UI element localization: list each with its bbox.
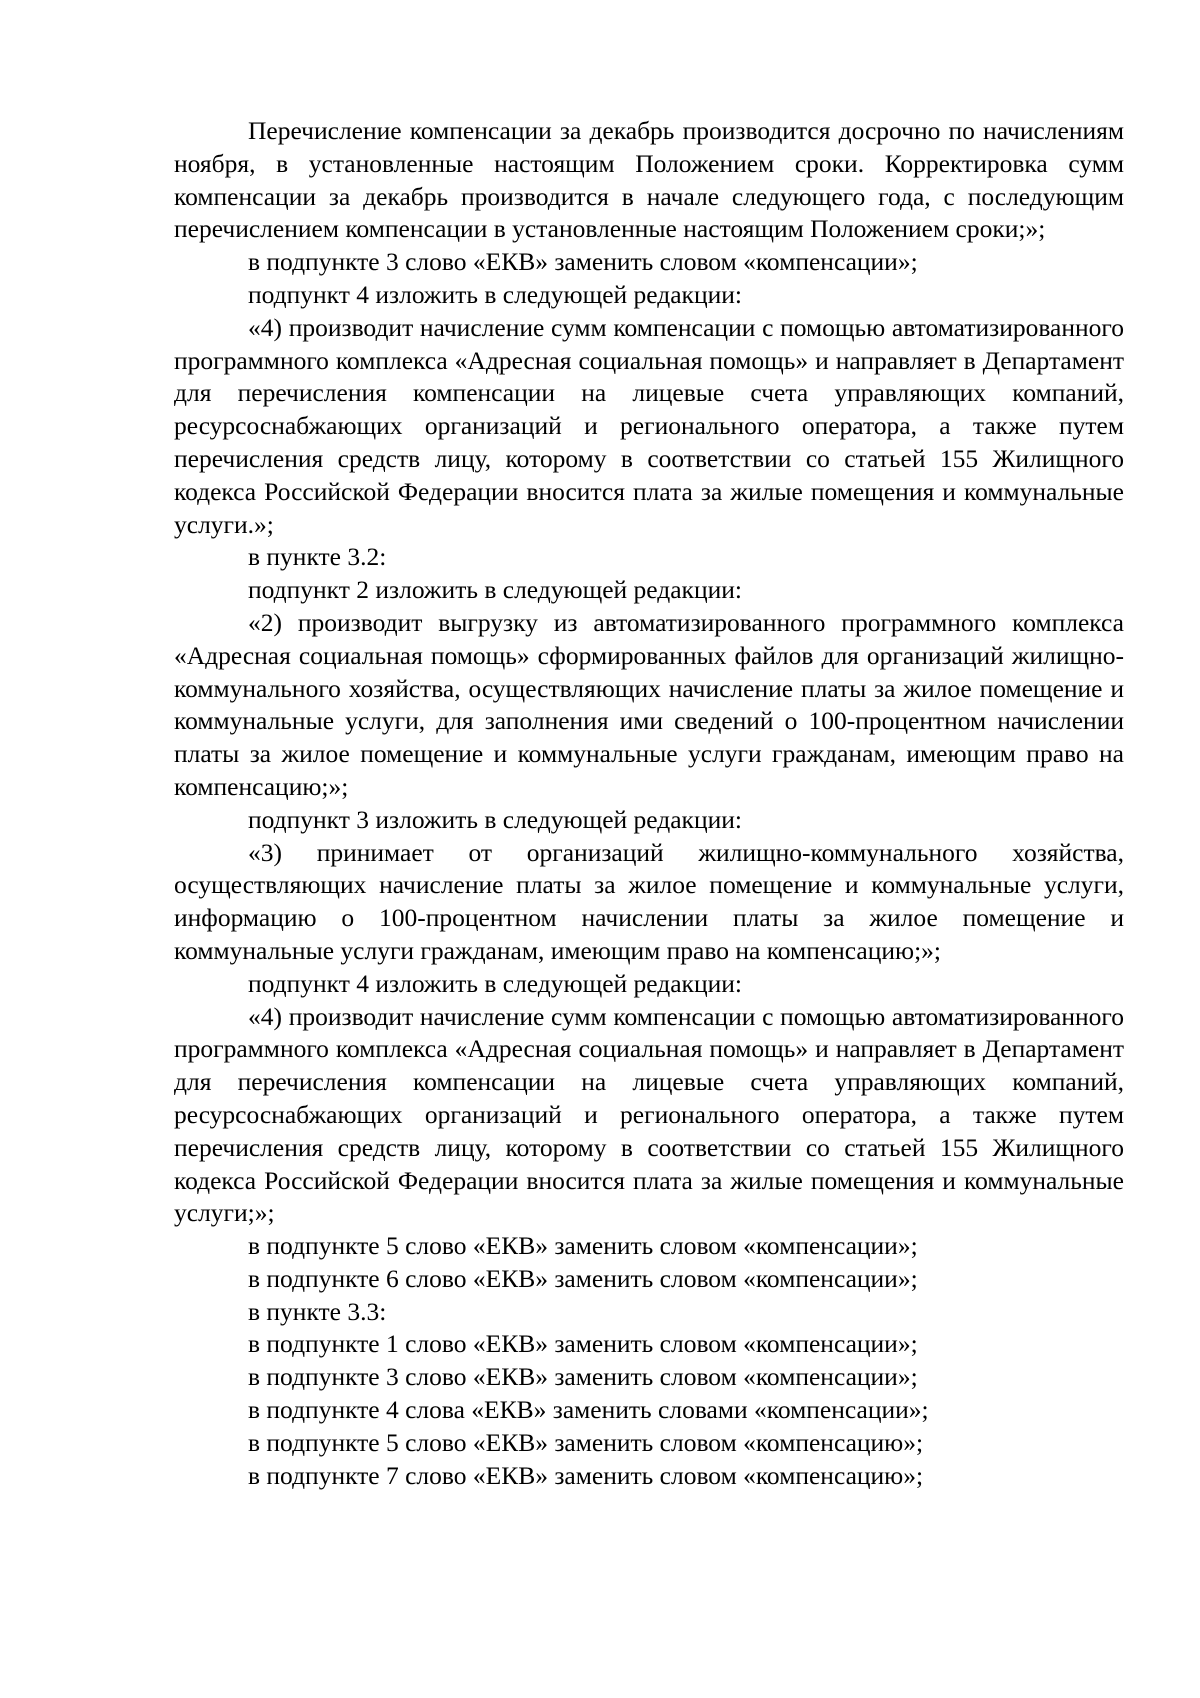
paragraph-subclause-2-intro: подпункт 2 изложить в следующей редакции:: [248, 575, 742, 605]
paragraph-3-3-subclause-7-amendment: в подпункте 7 слово «ЕКВ» заменить словом «компенсацию»;: [248, 1460, 924, 1490]
paragraph-subclause-4-intro: подпункт 4 изложить в следующей редакции:: [248, 279, 742, 309]
paragraph-subclause-2-text: «2) производит выгрузку из автоматизированного программного комплекса «Адресная социальная помощь» сформированных файлов для организаций жилищно-коммунального хозяйства, осуществляющих начисление платы за жилое помещение и коммунальные услуги, для заполнения ими сведений о 100-процентном начислении платы за жилое помещение и коммунальные услуги гражданам, имеющим право на компенсацию;»;: [174, 607, 1124, 801]
paragraph-3-3-subclause-1-amendment: в подпункте 1 слово «ЕКВ» заменить словом «компенсации»;: [248, 1329, 918, 1359]
paragraph-clause-3-2-heading: в пункте 3.2:: [248, 542, 387, 572]
paragraph-subclause-4-text: «4) производит начисление сумм компенсации с помощью автоматизированного программного комплекса «Адресная социальная помощь» и направляет в Департамент для перечисления компенсации на лицевые счета управляющих компаний, ресурсоснабжающих организаций и регионального оператора, а также путем перечисления средств лицу, которому в соответствии со статьей 155 Жилищного кодекса Российской Федерации вносится плата за жилые помещения и коммунальные услуги.»;: [174, 312, 1124, 539]
paragraph-december-transfer: Перечисление компенсации за декабрь производится досрочно по начислениям ноября, в установленные настоящим Положением сроки. Корректировка сумм компенсации за декабрь производится в начале следующего года, с последующим перечислением компенсации в установленные настоящим Положением сроки;»;: [174, 116, 1124, 244]
paragraph-subclause-3-text: «3) принимает от организаций жилищно-коммунального хозяйства, осуществляющих начисление платы за жилое помещение и коммунальные услуги, информацию о 100-процентном начислении платы за жилое помещение и коммунальные услуги гражданам, имеющим право на компенсацию;»;: [174, 837, 1124, 965]
paragraph-clause-3-3-heading: в пункте 3.3:: [248, 1296, 387, 1326]
paragraph-subclause-3-intro: подпункт 3 изложить в следующей редакции:: [248, 804, 742, 834]
paragraph-3-3-subclause-4-amendment: в подпункте 4 слова «ЕКВ» заменить словами «компенсации»;: [248, 1395, 929, 1425]
document-body: [174, 115, 1124, 1492]
paragraph-subclause-4-intro-second: подпункт 4 изложить в следующей редакции:: [248, 968, 742, 998]
paragraph-3-3-subclause-3-amendment: в подпункте 3 слово «ЕКВ» заменить словом «компенсации»;: [248, 1362, 918, 1392]
paragraph-subclause-6-amendment: в подпункте 6 слово «ЕКВ» заменить словом «компенсации»;: [248, 1263, 918, 1293]
paragraph-subclause-3-amendment: в подпункте 3 слово «ЕКВ» заменить словом «компенсации»;: [248, 247, 918, 277]
paragraph-3-3-subclause-5-amendment: в подпункте 5 слово «ЕКВ» заменить словом «компенсацию»;: [248, 1427, 924, 1457]
paragraph-subclause-4-text-second: «4) производит начисление сумм компенсации с помощью автоматизированного программного комплекса «Адресная социальная помощь» и направляет в Департамент для перечисления компенсации на лицевые счета управляющих компаний, ресурсоснабжающих организаций и регионального оператора, а также путем перечисления средств лицу, которому в соответствии со статьей 155 Жилищного кодекса Российской Федерации вносится плата за жилые помещения и коммунальные услуги;»;: [174, 1001, 1124, 1228]
paragraph-subclause-5-amendment: в подпункте 5 слово «ЕКВ» заменить словом «компенсации»;: [248, 1231, 918, 1261]
